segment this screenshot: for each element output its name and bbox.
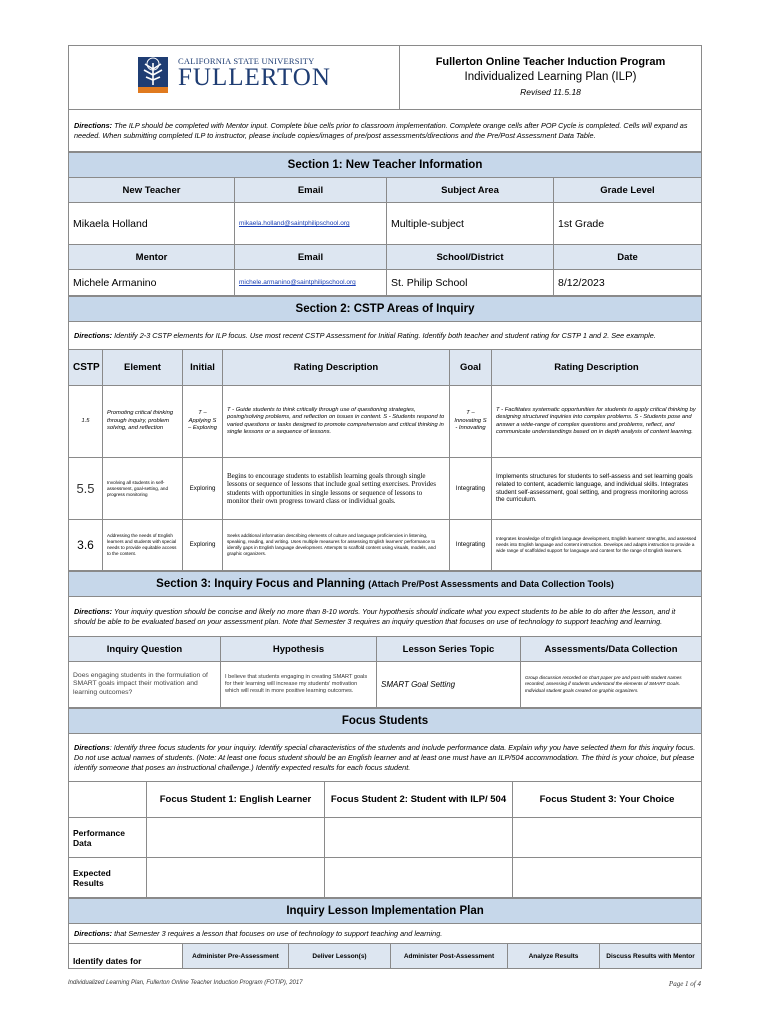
section3-table (68, 571, 702, 708)
goal-rating-desc-header: Rating Description (492, 350, 702, 386)
performance-data-label: Performance Data (69, 818, 147, 858)
initial-rating-desc-header: Rating Description (223, 350, 450, 386)
deliver-lessons-header: Deliver Lesson(s) (289, 944, 391, 969)
blank-header-cell (69, 782, 147, 818)
hypothesis-header: Hypothesis (221, 637, 377, 662)
cstp-number: 3.6 (69, 520, 103, 571)
cstp-header: CSTP (69, 350, 103, 386)
teacher-email-link[interactable]: mikaela.holland@saintphilipschool.org (235, 203, 387, 245)
section2-table (68, 296, 702, 571)
focus-student-3-performance[interactable] (513, 818, 702, 858)
implementation-directions (69, 924, 702, 944)
discuss-results-header: Discuss Results with Mentor (600, 944, 702, 969)
goal-rating-desc: Implements structures for students to self-assess and set learning goals related to content, academic language, and individual skills. Integrates student self-assessment, goal setting, and progress monitoring across the curriculum. (492, 458, 702, 520)
focus-student-1-header: Focus Student 1: English Learner (147, 782, 325, 818)
focus-students-table (68, 708, 702, 898)
lesson-topic-header: Lesson Series Topic (377, 637, 521, 662)
ilp-document (68, 45, 701, 969)
expected-results-label: Expected Results (69, 858, 147, 898)
assessments: Group discussion recorded on chart paper pre and post with student names recorded, assessing if students understand the elements of SMART Goals. Individual student goals created on graphic organizers. (521, 662, 702, 708)
assessments-header: Assessments/Data Collection (521, 637, 702, 662)
focus-student-2-performance[interactable] (325, 818, 513, 858)
grade-level: 1st Grade (554, 203, 702, 245)
section3-title (69, 572, 702, 597)
subject-area-header: Subject Area (387, 178, 554, 203)
directions-label: Directions: (74, 120, 113, 130)
focus-student-3-header: Focus Student 3: Your Choice (513, 782, 702, 818)
focus-directions (69, 734, 702, 782)
section1-title: Section 1: New Teacher Information (69, 153, 702, 178)
directions-label: Directions: (74, 606, 113, 616)
goal-header: Goal (450, 350, 492, 386)
email-header: Email (235, 178, 387, 203)
teacher-name: Mikaela Holland (69, 203, 235, 245)
mentor-email-link[interactable]: michele.armanino@saintphilipschool.org (235, 270, 387, 296)
goal-rating: Integrating (450, 458, 492, 520)
logo (69, 46, 400, 110)
post-assessment-header: Administer Post-Assessment (391, 944, 508, 969)
section2-directions (69, 322, 702, 350)
footer-text: Individualized Learning Plan, Fullerton Online Teacher Induction Program (FOTIP), 2017 (68, 980, 303, 986)
goal-rating-desc: Integrates knowledge of English language development, English learners' strengths, and assessed needs into English language and content instruction. Develops and adapts instruction to provide a wide range of scaffolded support for language and content for the range of English learners. (492, 520, 702, 571)
directions-label: Directions: (74, 330, 113, 340)
directions-label: Directions: (74, 928, 113, 938)
element-header: Element (103, 350, 183, 386)
date-header: Date (554, 245, 702, 270)
directions-text: that Semester 3 requires a lesson that focuses on use of technology to support teaching and learning. (114, 928, 443, 938)
logo-text (178, 56, 331, 90)
hypothesis: I believe that students engaging in creating SMART goals for their learning will increase my students' motivation which will result in more positive learning outcomes. (221, 662, 377, 708)
program-name: Fullerton Online Teacher Induction Program (435, 56, 666, 68)
school-district-header: School/District (387, 245, 554, 270)
element-text: Promoting critical thinking through inquiry, problem solving, and reflection (103, 386, 183, 458)
element-text: Addressing the needs of English learners and students with special needs to provide equitable access to the content. (103, 520, 183, 571)
directions-text: The ILP should be completed with Mentor input. Complete blue cells prior to classroom implementation. Complete orange cells after POP Cycle is completed. Cells will expand as needed. When submitting completed ILP to instructor, please include copies/images of pre/post assessments/directions and the Pre/Post Assessment Data Table. (74, 120, 688, 140)
initial-rating: Exploring (183, 520, 223, 571)
program-title-block (400, 46, 702, 110)
lesson-topic: SMART Goal Setting (377, 662, 521, 708)
document-title: Individualized Learning Plan (ILP) (464, 71, 637, 83)
mentor-name: Michele Armanino (69, 270, 235, 296)
goal-rating: Integrating (450, 520, 492, 571)
subject-area: Multiple-subject (387, 203, 554, 245)
analyze-results-header: Analyze Results (508, 944, 600, 969)
section3-title-text: Section 3: Inquiry Focus and Planning (156, 578, 366, 590)
revised-date: Revised 11.5.18 (520, 87, 581, 97)
initial-rating-desc: Seeks additional information describing elements of culture and language proficiencies in listening, speaking, reading, and writing. Uses multiple measures for assessing English learners' performance to identify gaps in English language development. Attempts to scaffold content using visuals, models, and graphic organizers. (223, 520, 450, 571)
inquiry-question-header: Inquiry Question (69, 637, 221, 662)
focus-student-2-expected[interactable] (325, 858, 513, 898)
initial-rating: T – Applying S – Exploring (183, 386, 223, 458)
new-teacher-header: New Teacher (69, 178, 235, 203)
page-footer (68, 980, 701, 986)
focus-student-1-performance[interactable] (147, 818, 325, 858)
cstp-number: 1.5 (69, 386, 103, 458)
goal-rating: T – Innovating S - Innovating (450, 386, 492, 458)
directions-text: Identify 2-3 CSTP elements for ILP focus. Use most recent CSTP Assessment for Initial Rating. Identify both teacher and student rating for CSTP 1 and 2. See example. (114, 330, 656, 340)
section3-directions (69, 597, 702, 637)
focus-students-title: Focus Students (69, 709, 702, 734)
mentor-header: Mentor (69, 245, 235, 270)
table-row (69, 386, 702, 458)
directions-text: Your inquiry question should be concise and likely no more than 8-10 words. Your hypothesis should indicate what you expect students to be able to do after the lesson, and it should be able to be evaluated based on your assessment plan. Note that Semester 3 requires an inquiry question that focuses on use of technology to support teaching and learning. (74, 606, 676, 626)
table-row (69, 520, 702, 571)
focus-student-3-expected[interactable] (513, 858, 702, 898)
directions-label: Directions (74, 742, 110, 752)
pre-assessment-header: Administer Pre-Assessment (183, 944, 289, 969)
initial-rating: Exploring (183, 458, 223, 520)
inquiry-question: Does engaging students in the formulation of SMART goals impact their motivation and learning outcomes? (69, 662, 221, 708)
header-directions (69, 110, 702, 152)
implementation-table (68, 898, 702, 969)
element-text: Involving all students in self-assessment, goal-setting, and progress monitoring (103, 458, 183, 520)
page-number: Page 1 of 4 (668, 980, 701, 988)
focus-student-2-header: Focus Student 2: Student with ILP/ 504 (325, 782, 513, 818)
plan-date: 8/12/2023 (554, 270, 702, 296)
cstp-number: 5.5 (69, 458, 103, 520)
initial-header: Initial (183, 350, 223, 386)
header-table (68, 45, 702, 152)
focus-student-1-expected[interactable] (147, 858, 325, 898)
initial-rating-desc: T - Guide students to think critically through use of questioning strategies, posing/solving problems, and reflection on issues in content. S - Students respond to varied questions or tasks designed to promote comprehension and critical thinking in single lessons or a sequence of lessons. (223, 386, 450, 458)
section3-title-sub: (Attach Pre/Post Assessments and Data Collection Tools) (368, 579, 614, 589)
mentor-email-header: Email (235, 245, 387, 270)
section2-title: Section 2: CSTP Areas of Inquiry (69, 297, 702, 322)
section1-table (68, 152, 702, 296)
logo-name: FULLERTON (178, 64, 331, 91)
directions-text: : Identify three focus students for your inquiry. Identify special characteristics of the students and include performance data. Explain why you have selected them for this inquiry focus. Do not use actual names of students. (Note: At least one focus student should be an English learner and at least one must have an ILP/504 accommodation. The third is your choice, but please identify someone that poses an instructional challenge.) Identify expected results for each focus student. (74, 742, 696, 772)
initial-rating-desc: Begins to encourage students to establish learning goals through single lessons or sequence of lessons that include goal setting exercises. Provides students with opportunities in single lessons or sequence of lessons to monitor their own progress toward class or individual goals. (223, 458, 450, 520)
identify-dates-label: Identify dates for (69, 944, 183, 969)
goal-rating-desc: T - Facilitates systematic opportunities for students to apply critical thinking by designing structured inquiries into complex problems. S - Students pose and answer a wide-range of complex questions and problems, reflect, and communicate understandings based on in depth analysis of content learning. (492, 386, 702, 458)
logo-university: CALIFORNIA STATE UNIVERSITY (178, 56, 315, 66)
school-name: St. Philip School (387, 270, 554, 296)
implementation-title: Inquiry Lesson Implementation Plan (69, 899, 702, 924)
grade-level-header: Grade Level (554, 178, 702, 203)
table-row (69, 458, 702, 520)
